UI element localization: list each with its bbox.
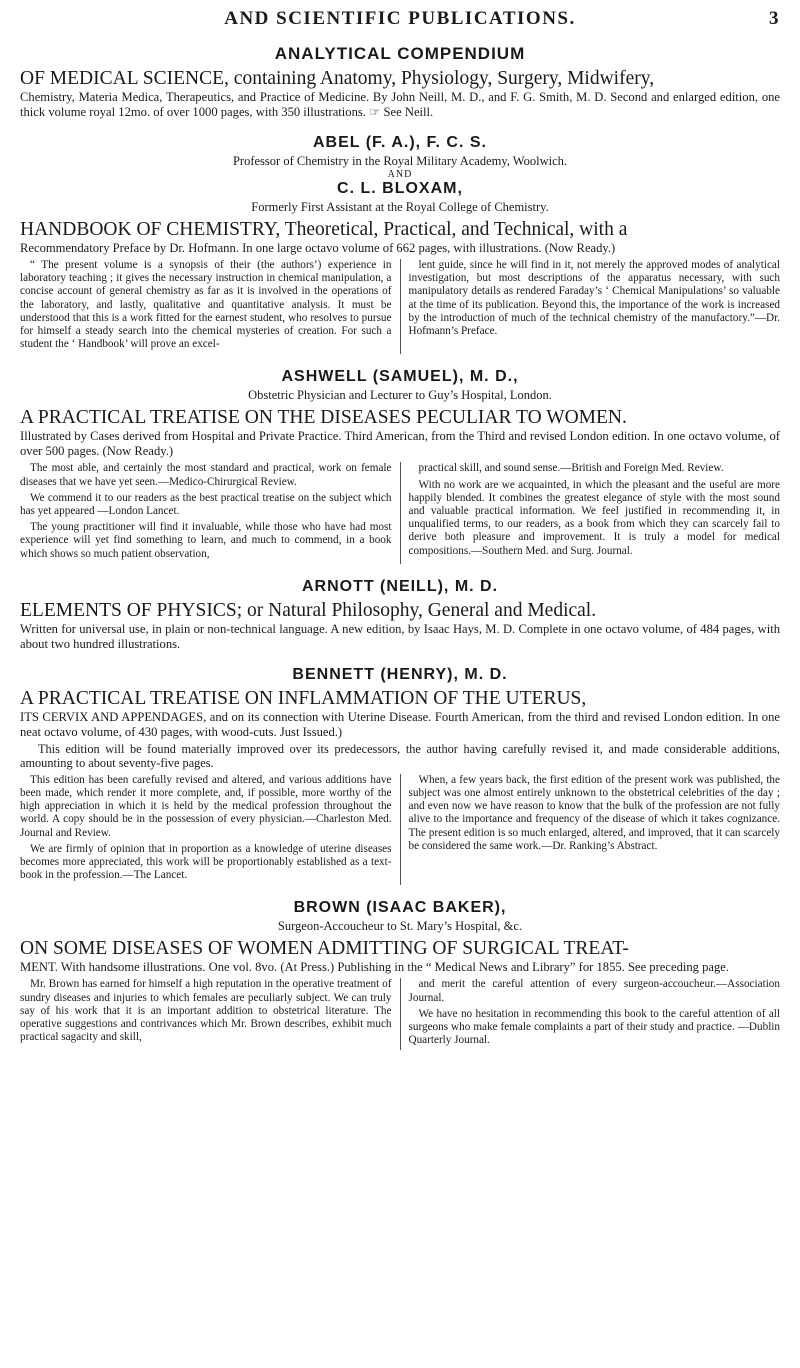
review-columns (20, 462, 780, 563)
review-column-right (401, 978, 781, 1050)
entry-author: ARNOTT (NEILL), M. D. (301, 577, 499, 595)
entry-title: A PRACTICAL TREATISE ON INFLAMMATION OF THE UTERUS, (20, 687, 587, 709)
entry-bennett (20, 666, 780, 886)
running-head (20, 4, 780, 36)
review-paragraph: practical skill, and sound sense.—British and Foreign Med. Review. (418, 462, 724, 475)
review-paragraph: With no work are we acquainted, in which the pleasant and the useful are more happily blended. It combines the greatest elegance of style with the most sound and valuable practical information. We feel justified in recommending it, in unqualified terms, to our readers, as a book from which they can scarcely fail to derive both pleasure and improvement. It is truly a model for medical compositions.—Southern Med. and Surg. Journal. (408, 478, 780, 557)
review-columns (20, 774, 780, 886)
review-paragraph: The most able, and certainly the most standard and practical, work on female diseases that we have yet seen.—Medico-Chirurgical Review. (20, 462, 392, 488)
entry-title: ON SOME DISEASES OF WOMEN ADMITTING OF SURGICAL TREAT- (20, 938, 629, 960)
entry-author: BENNETT (HENRY), M. D. (292, 665, 508, 683)
author-affiliation: Obstetric Physician and Lecturer to Guy’s Hospital, London. (248, 388, 552, 403)
entry-heading: ANALYTICAL COMPENDIUM (274, 44, 526, 63)
entry-title: OF MEDICAL SCIENCE, containing Anatomy, Physiology, Surgery, Midwifery, (20, 68, 655, 89)
entry-author: ASHWELL (SAMUEL), M. D., (281, 368, 519, 386)
review-paragraph: We commend it to our readers as the best practical treatise on the subject which has yet appeared —London Lancet. (20, 491, 392, 518)
review-columns (20, 259, 780, 354)
entry-description: ITS CERVIX AND APPENDAGES, and on its connection with Uterine Disease. Fourth American, from the third and revised London edition. In one neat octavo volume, of 430 pages, with wood-cuts. Just Issued.) (20, 709, 780, 739)
entry-title: HANDBOOK OF CHEMISTRY, Theoretical, Practical, and Technical, with a (20, 219, 628, 240)
review-paragraph: When, a few years back, the first edition of the present work was published, the subject was one almost entirely unknown to the obstetrical celebrities of the day ; and even now we have reason to know that the bulk of the profession are not fully alive to the importance and frequency of the disease of which it takes cognizance. The present edition is so much enlarged, altered, and improved, that it can scarcely be considered the same work.—Dr. Ranking’s Abstract. (408, 773, 780, 852)
entry-description: Illustrated by Cases derived from Hospital and Private Practice. Third American, from the Third and revised London edition. In one octavo volume, of over 500 pages. (Now Ready.) (20, 429, 780, 459)
entry-description: Written for universal use, in plain or non-technical language. A new edition, by Isaac Hays, M. D. Complete in one octavo volume, of 484 pages, with about two hundred illustrations. (20, 621, 780, 651)
entry-author: BROWN (ISAAC BAKER), (293, 899, 507, 917)
entry-abel-bloxam (20, 134, 780, 354)
review-paragraph: and merit the careful attention of every surgeon-accoucheur.—Association Journal. (408, 978, 780, 1004)
review-column-left (20, 462, 401, 563)
review-paragraph: This edition has been carefully revised and altered, and various additions have been made, which render it more complete, and, if possible, more worthy of the high appreciation in which it is held by the medical profession throughout the world. A copy should be in the possession of every physician.—Charleston Med. Journal and Review. (20, 773, 392, 839)
entry-coauthor: C. L. BLOXAM, (337, 180, 463, 197)
review-column-left (20, 774, 401, 886)
review-paragraph: We have no hesitation in recommending this book to the careful attention of all surgeons who make female complaints a part of their study and practice. —Dublin Quarterly Journal. (408, 1007, 780, 1047)
author-affiliation: Surgeon-Accoucheur to St. Mary’s Hospital, &c. (277, 919, 523, 934)
entry-arnott (20, 578, 780, 652)
entry-description: Chemistry, Materia Medica, Therapeutics, and Practice of Medicine. By John Neill, M. D., and F. G. Smith, M. D. Second and enlarged edition, one thick volume royal 12mo. of over 1000 pages, with 350 illustrations. ☞ See Neill. (20, 90, 780, 119)
review-paragraph: Mr. Brown has earned for himself a high reputation in the operative treatment of sundry diseases and injuries to which females are peculiarly subject. We can truly say of his work that it is an important addition to obstetrical literature. The operative suggestions and contrivances which Mr. Brown describes, exhibit much practical sagacity and skill, (20, 978, 392, 1044)
entry-description: Recommendatory Preface by Dr. Hofmann. In one large octavo volume of 662 pages, with illustrations. (Now Ready.) (20, 241, 616, 255)
review-paragraph: The young practitioner will find it invaluable, while those who have had most experience will yet find something to learn, and much to commend, in a book which shows so much patient observation, (20, 521, 392, 560)
entry-intro: This edition will be found materially improved over its predecessors, the author having carefully revised it, and made considerable additions, amounting to about seventy-five pages. (20, 741, 780, 771)
page-number: 3 (769, 8, 780, 29)
coauthor-affiliation: Formerly First Assistant at the Royal College of Chemistry. (251, 200, 549, 214)
review-column-right (401, 774, 781, 886)
entry-ashwell (20, 368, 780, 563)
author-conjunction: AND (387, 169, 413, 180)
entry-brown (20, 899, 780, 1050)
running-title: AND SCIENTIFIC PUBLICATIONS. (224, 8, 576, 29)
review-column-left (20, 978, 401, 1050)
review-paragraph: We are firmly of opinion that in proportion as a knowledge of uterine diseases becomes more appreciated, this work will be proportionably established as a text-book in the profession.—The Lancet. (20, 842, 392, 882)
catalogue-page (20, 0, 780, 1050)
review-column-right (401, 462, 781, 563)
entry-author: ABEL (F. A.), F. C. S. (312, 134, 487, 151)
author-affiliation: Professor of Chemistry in the Royal Military Academy, Woolwich. (232, 154, 567, 168)
entry-analytical-compendium (20, 44, 780, 120)
entry-title: A PRACTICAL TREATISE ON THE DISEASES PECULIAR TO WOMEN. (20, 407, 627, 429)
entry-description: MENT. With handsome illustrations. One vol. 8vo. (At Press.) Publishing in the “ Medical News and Library” for 1855. See preceding page. (20, 960, 730, 975)
review-columns (20, 978, 780, 1050)
entry-title: ELEMENTS OF PHYSICS; or Natural Philosophy, General and Medical. (20, 599, 597, 621)
review-paragraph: “ The present volume is a synopsis of their (the authors’) experience in laboratory teaching ; it gives the necessary instruction in chemical manipulation, a concise account of general chemistry as far as it is involved in the operations of the laboratory, and lastly, qualitative and quantitative analysis. It must be understood that this is a work fitted for the earnest student, who resolves to pursue for himself a steady search into the chemical mysteries of creation. For such a student the ‘ Handbook’ will prove an excel- (20, 259, 392, 351)
review-column-right (401, 259, 781, 354)
review-column-left (20, 259, 401, 354)
review-paragraph: lent guide, since he will find in it, not merely the approved modes of analytical investigation, but most descriptions of the apparatus necessary, with such manipulatory details as rendered Faraday’s ‘ Chemical Manipulations’ so valuable at the time of its publication. Beyond this, the importance of the work is increased by the introduction of much of the technical chemistry of the manufactory.”—Dr. Hofmann’s Preface. (408, 259, 780, 338)
